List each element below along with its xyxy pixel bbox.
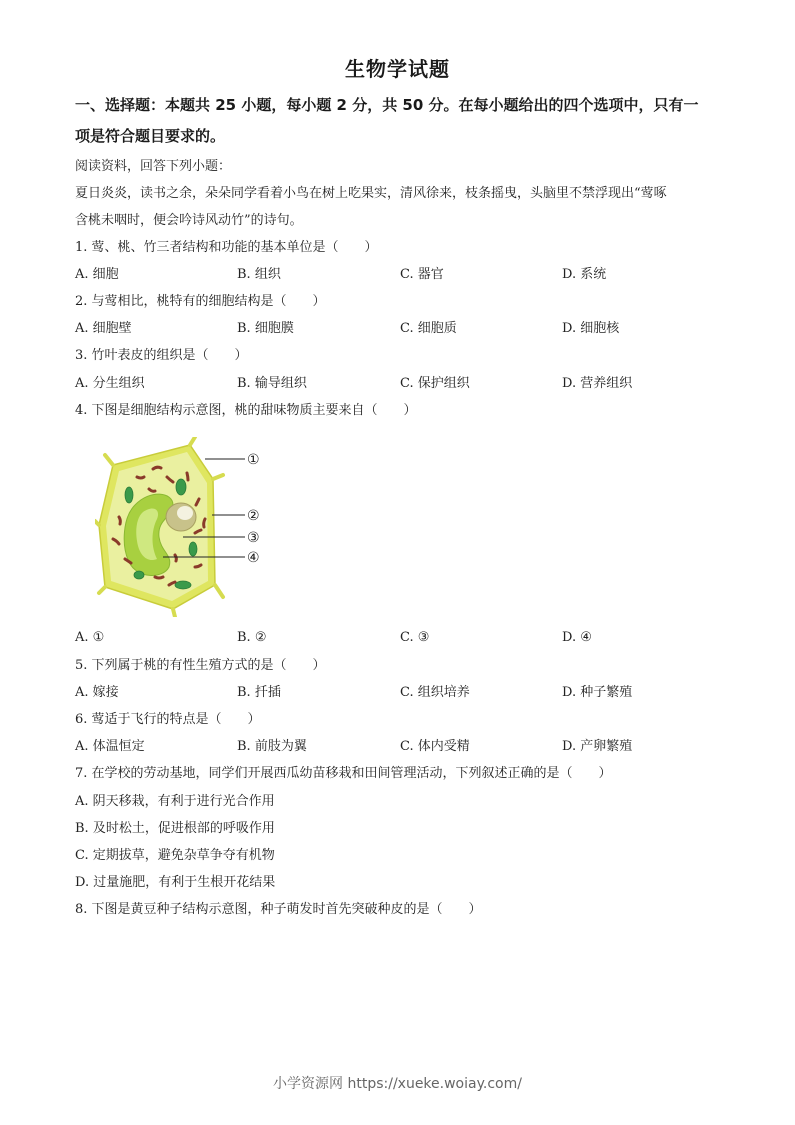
option-c[interactable]: C. 器官 xyxy=(400,267,444,282)
svg-text:④: ④ xyxy=(247,550,260,566)
question-6-stem: 6. 莺适于飞行的特点是（ ） xyxy=(75,712,261,727)
option-b[interactable]: B. 扦插 xyxy=(237,685,281,700)
question-4-options xyxy=(75,628,725,648)
option-c[interactable]: C. 保护组织 xyxy=(400,376,470,391)
plant-cell-diagram xyxy=(95,437,275,617)
svg-text:①: ① xyxy=(247,452,260,468)
section-heading-line1: 一、选择题：本题共 25 小题，每小题 2 分，共 50 分。在每小题给出的四个选项中，只有一 xyxy=(75,96,699,114)
question-2-stem: 2. 与莺相比，桃特有的细胞结构是（ ） xyxy=(75,294,326,309)
option-a[interactable]: A. ① xyxy=(75,630,105,645)
question-7-option-d[interactable]: D. 过量施肥，有利于生根开花结果 xyxy=(75,875,276,890)
section-heading-line2: 项是符合题目要求的。 xyxy=(75,127,226,145)
option-d[interactable]: D. 系统 xyxy=(562,267,607,282)
question-2-options xyxy=(75,319,725,339)
option-d[interactable]: D. 产卵繁殖 xyxy=(562,739,633,754)
question-7-option-c[interactable]: C. 定期拔草，避免杂草争夺有机物 xyxy=(75,848,275,863)
reading-intro: 阅读资料，回答下列小题： xyxy=(75,159,232,174)
question-1-stem: 1. 莺、桃、竹三者结构和功能的基本单位是（ ） xyxy=(75,240,378,255)
page-title: 生物学试题 xyxy=(345,57,450,81)
question-3-stem: 3. 竹叶表皮的组织是（ ） xyxy=(75,348,248,363)
question-5-options xyxy=(75,683,725,703)
option-c[interactable]: C. 组织培养 xyxy=(400,685,470,700)
question-7-option-a[interactable]: A. 阴天移栽，有利于进行光合作用 xyxy=(75,794,275,809)
question-7-option-b[interactable]: B. 及时松土，促进根部的呼吸作用 xyxy=(75,821,275,836)
question-5-stem: 5. 下列属于桃的有性生殖方式的是（ ） xyxy=(75,658,326,673)
option-b[interactable]: B. 细胞膜 xyxy=(237,321,294,336)
option-c[interactable]: C. 体内受精 xyxy=(400,739,470,754)
option-b[interactable]: B. 前肢为翼 xyxy=(237,739,307,754)
option-a[interactable]: A. 细胞 xyxy=(75,267,119,282)
reading-passage-line2: 含桃未咽时，便会吟诗风动竹”的诗句。 xyxy=(75,213,303,228)
option-a[interactable]: A. 分生组织 xyxy=(75,376,145,391)
question-6-options xyxy=(75,737,725,757)
option-d[interactable]: D. 种子繁殖 xyxy=(562,685,633,700)
option-a[interactable]: A. 细胞壁 xyxy=(75,321,132,336)
option-b[interactable]: B. ② xyxy=(237,630,267,645)
option-d[interactable]: D. 营养组织 xyxy=(562,376,633,391)
option-c[interactable]: C. ③ xyxy=(400,630,430,645)
question-8-stem: 8. 下图是黄豆种子结构示意图，种子萌发时首先突破种皮的是（ ） xyxy=(75,902,482,917)
option-a[interactable]: A. 体温恒定 xyxy=(75,739,145,754)
svg-text:③: ③ xyxy=(247,530,260,546)
reading-passage-line1: 夏日炎炎，读书之余，朵朵同学看着小鸟在树上吃果实，清风徐来，枝条摇曳，头脑里不禁浮现出“莺啄 xyxy=(75,186,667,201)
option-c[interactable]: C. 细胞质 xyxy=(400,321,457,336)
option-d[interactable]: D. 细胞核 xyxy=(562,321,620,336)
option-a[interactable]: A. 嫁接 xyxy=(75,685,119,700)
question-7-stem: 7. 在学校的劳动基地，同学们开展西瓜幼苗移栽和田间管理活动，下列叙述正确的是（ ） xyxy=(75,766,612,781)
question-3-options xyxy=(75,374,725,394)
option-b[interactable]: B. 输导组织 xyxy=(237,376,307,391)
question-4-stem: 4. 下图是细胞结构示意图，桃的甜味物质主要来自（ ） xyxy=(75,403,417,418)
option-b[interactable]: B. 组织 xyxy=(237,267,281,282)
question-1-options xyxy=(75,265,725,285)
option-d[interactable]: D. ④ xyxy=(562,630,592,645)
svg-text:②: ② xyxy=(247,508,260,524)
footer-watermark: 小学资源网 https://xueke.woiay.com/ xyxy=(273,1076,522,1092)
